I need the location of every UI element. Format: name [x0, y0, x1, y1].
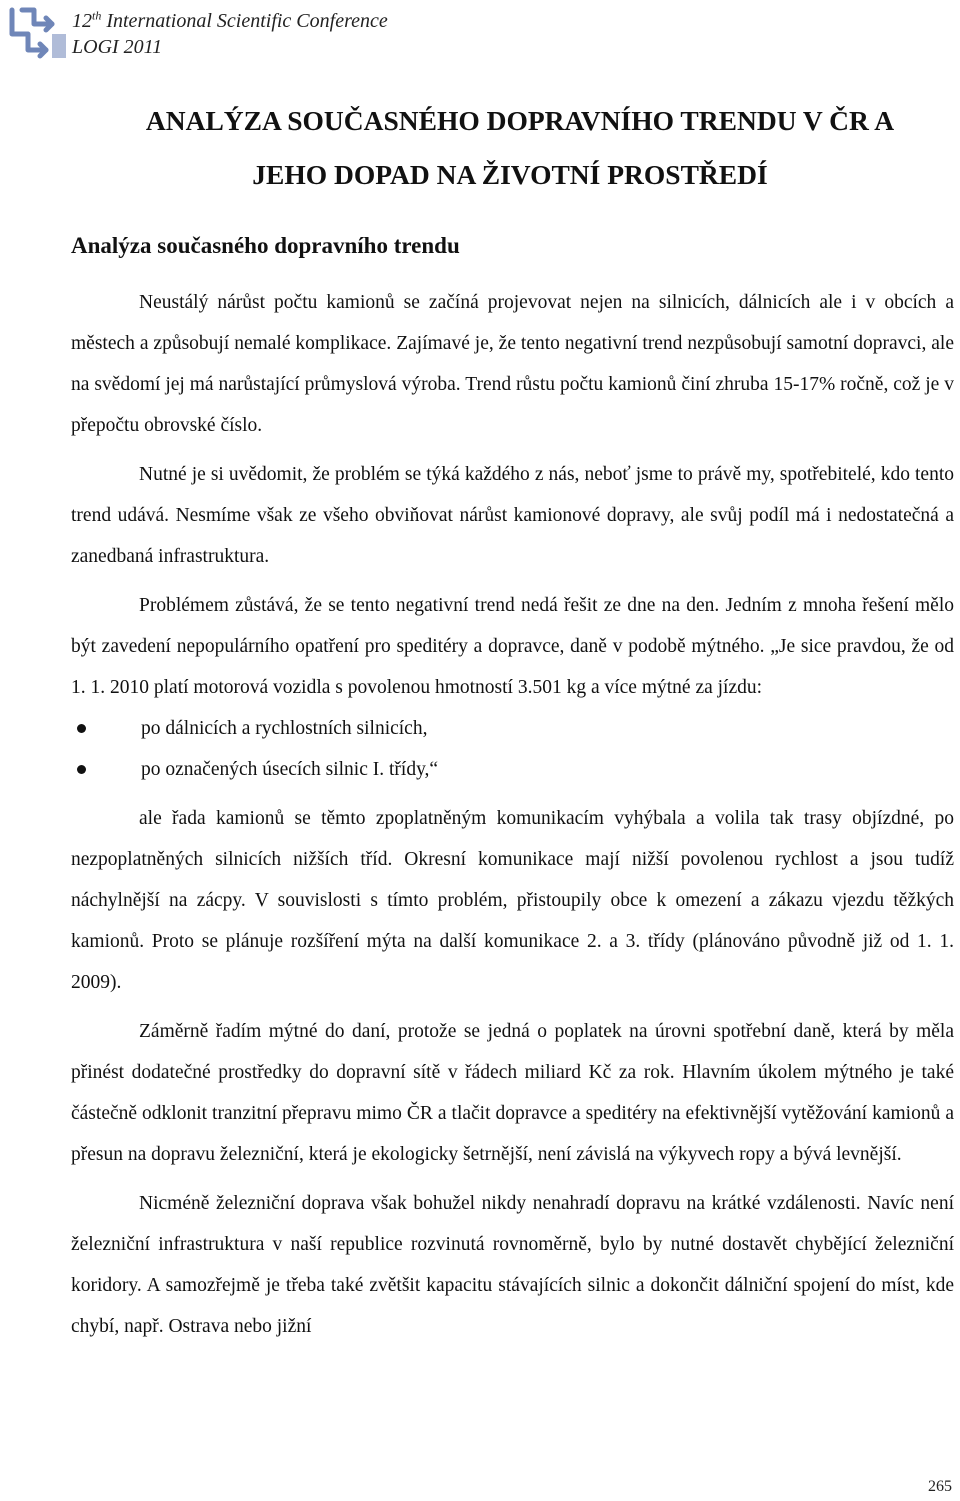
bullet-icon: [77, 724, 86, 733]
bullet-list: [71, 708, 954, 790]
conference-logo: [6, 4, 70, 62]
paragraph: ale řada kamionů se těmto zpoplatněným komunikacím vyhýbala a volila tak trasy objízdné, po nezpoplatněných silnicích nižších tříd. Okresní komunikace mají nižší povolenou rychlost a jsou tudíž náchylnější na zácpy. V souvislosti s tímto problém, přistoupily obce k omezení a zákazu vjezdu těžkých kamionů. Proto se plánuje rozšíření mýta na další komunikace 2. a 3. třídy (plánováno původně již od 1. 1. 2009).: [71, 808, 954, 993]
page-number: 265: [928, 1478, 952, 1495]
paragraph: Problémem zůstává, že se tento negativní trend nedá řešit ze dne na den. Jedním z mnoha řešení mělo být zavedení nepopulárního opatření pro speditéry a dopravce, daně v podobě mýtného. „Je sice pravdou, že od 1. 1. 2010 platí motorová vozidla s povolenou hmotností 3.501 kg a více mýtné za jízdu:: [71, 595, 954, 698]
list-item: po dálnicích a rychlostních silnicích,: [71, 708, 954, 749]
conference-name: 12th International Scientific Conference: [72, 8, 388, 32]
paragraph: Neustálý nárůst počtu kamionů se začíná projevovat nejen na silnicích, dálnicích ale i v obcích a městech a způsobují nemalé komplikace. Zajímavé je, že tento negativní trend nezpůsobují samotní dopravci, ale na svědomí jej má narůstající průmyslová výroba. Trend růstu počtu kamionů činí zhruba 15-17% ročně, což je v přepočtu obrovské číslo.: [71, 292, 954, 436]
paragraph: Nicméně železniční doprava však bohužel nikdy nenahradí dopravu na krátké vzdálenosti. Navíc není železniční infrastruktura v naší republice rozvinutá rovnoměrně, bylo by nutné dostavět chybějící železniční koridory. A samozřejmě je třeba také zvětšit kapacitu stávajících silnic a dokončit dálniční spojení do míst, kde chybí, např. Ostrava nebo jižní: [71, 1193, 954, 1337]
paragraph: Nutné je si uvědomit, že problém se týká každého z nás, neboť jsme to právě my, spotřebitelé, kdo tento trend udává. Nesmíme však ze všeho obviňovat nárůst kamionové dopravy, ale svůj podíl má i nedostatečná a zanedbaná infrastruktura.: [71, 464, 954, 567]
event-name: LOGI 2011: [72, 36, 163, 58]
paper-title-line-2: JEHO DOPAD NA ŽIVOTNÍ PROSTŘEDÍ: [252, 159, 768, 190]
list-item: po označených úsecích silnic I. třídy,“: [71, 749, 954, 790]
paper-title-line-1: ANALÝZA SOUČASNÉHO DOPRAVNÍHO TRENDU V ČR A: [145, 105, 895, 136]
paragraph: Záměrně řadím mýtné do daní, protože se jedná o poplatek na úrovni spotřební daně, která by měla přinést dodatečné prostředky do dopravní sítě v řádech miliard Kč za rok. Hlavním úkolem mýtného je také částečně odklonit tranzitní přepravu mimo ČR a tlačit dopravce a speditéry na efektivnější vytěžování kamionů a přesun na dopravu železniční, která je ekologicky šetrnější, není závislá na výkyvech ropy a bývá levnější.: [71, 1021, 954, 1165]
conference-header: [72, 8, 388, 60]
bullet-icon: [77, 765, 86, 774]
body-text: [71, 282, 954, 1347]
section-heading: Analýza současného dopravního trendu: [71, 233, 460, 258]
